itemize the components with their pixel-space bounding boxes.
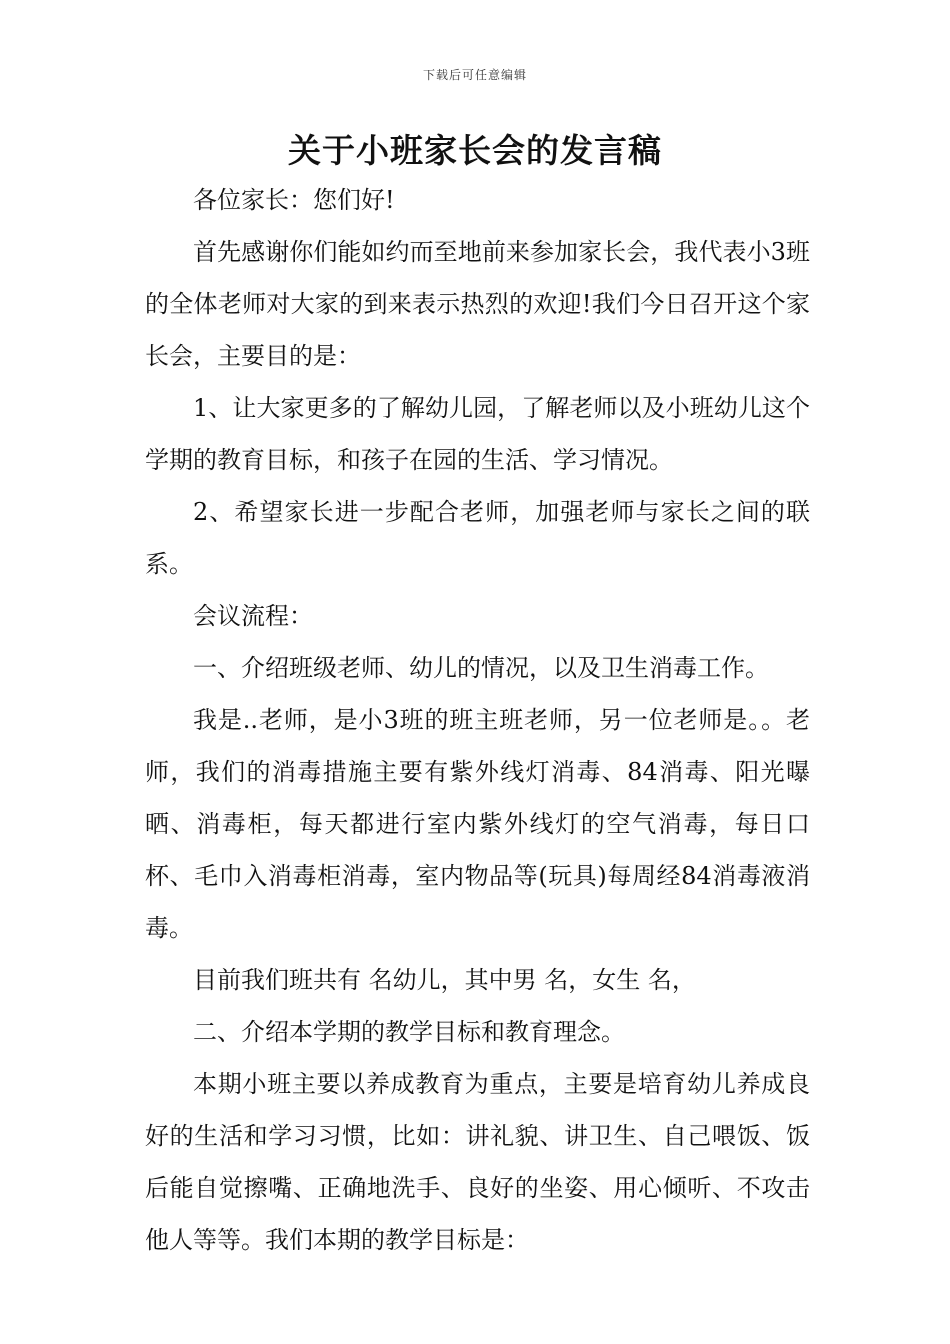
paragraph-greeting: 各位家长：您们好! (193, 186, 395, 214)
paragraph-purpose-1: 1、让大家更多的了解幼儿园，了解老师以及小班幼儿这个学期的教育目标，和孩子在园的生活、学习情况。 (145, 394, 810, 474)
paragraph-agenda-heading: 会议流程： (193, 602, 313, 630)
header-note: 下载后可任意编辑 (422, 68, 527, 82)
paragraph-section-1-heading: 一、介绍班级老师、幼儿的情况，以及卫生消毒工作。 (193, 654, 769, 682)
paragraph-class-size: 目前我们班共有 名幼儿，其中男 名，女生 名， (193, 966, 696, 994)
document-title: 关于小班家长会的发言稿 (288, 131, 662, 170)
paragraph-purpose-2: 2、希望家长进一步配合老师，加强老师与家长之间的联系。 (145, 498, 810, 578)
paragraph-teacher-intro: 我是..老师，是小3班的班主班老师，另一位老师是。。老师，我们的消毒措施主要有紫外线灯消毒、84消毒、阳光曝晒、消毒柜，每天都进行室内紫外线灯的空气消毒，每日口杯、毛巾入消毒柜消毒，室内物品等(玩具)每周经84消毒液消毒。 (145, 706, 810, 942)
paragraph-teaching-goals: 本期小班主要以养成教育为重点，主要是培育幼儿养成良好的生活和学习习惯，比如：讲礼貌、讲卫生、自己喂饭、饭后能自觉擦嘴、正确地洗手、良好的坐姿、用心倾听、不攻击他人等等。我们本期的教学目标是： (145, 1070, 810, 1254)
document-body (145, 174, 810, 1266)
paragraph-section-2-heading: 二、介绍本学期的教学目标和教育理念。 (193, 1018, 625, 1046)
paragraph-intro: 首先感谢你们能如约而至地前来参加家长会，我代表小3班的全体老师对大家的到来表示热烈的欢迎!我们今日召开这个家长会，主要目的是： (145, 238, 810, 370)
